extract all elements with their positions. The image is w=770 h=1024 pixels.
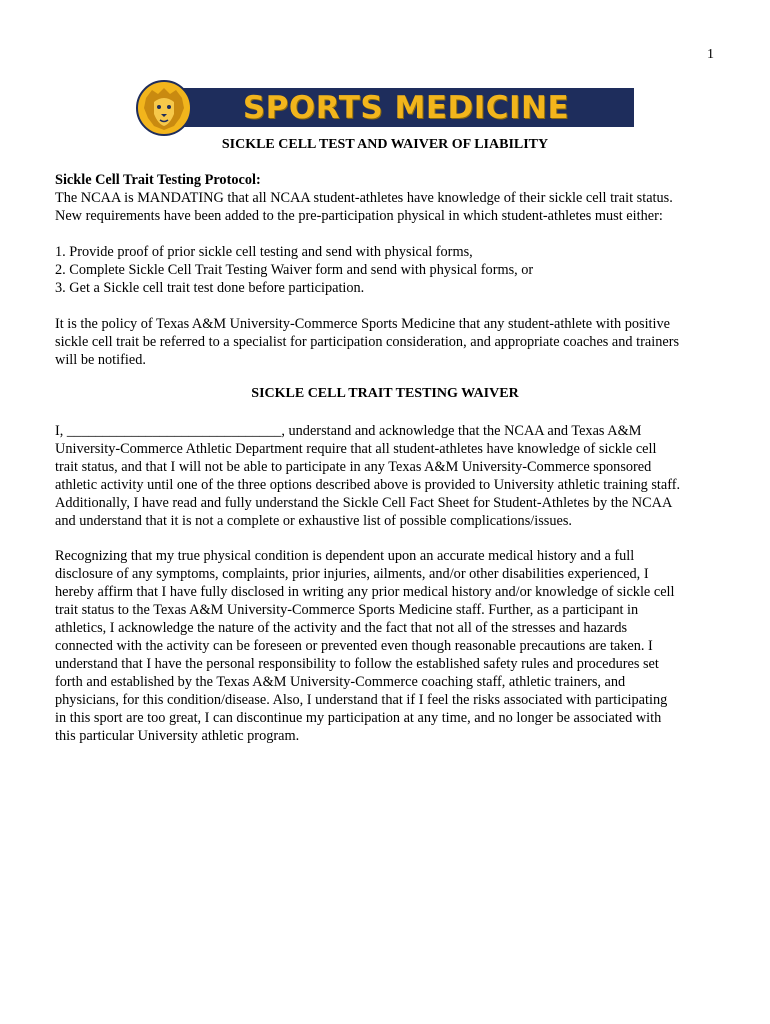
recognizing-line: in this sport are too great, I can discontinue my participation at any time, and no longer be associated with: [55, 710, 662, 726]
recognizing-line: trait status to the Texas A&M University-Commerce Sports Medicine staff. Further, as a participant in: [55, 602, 639, 618]
recognizing-line: hereby affirm that I have fully disclosed in writing any prior medical history and/or knowledge of sickle cell: [55, 584, 675, 600]
recognizing-line: understand that I have the personal responsibility to follow the established safety rules and procedures set: [55, 656, 659, 672]
recognizing-paragraph: [55, 547, 720, 745]
waiver-line: trait status, and that I will not be able to participate in any Texas A&M University-Commerce sponsored: [55, 459, 652, 475]
document-title: SICKLE CELL TEST AND WAIVER OF LIABILITY: [221, 137, 549, 152]
recognizing-line: forth and established by the Texas A&M University-Commerce coaching staff, athletic trainers, and: [55, 674, 626, 690]
recognizing-line: this particular University athletic program.: [55, 728, 300, 744]
recognizing-line: athletics, I acknowledge the nature of the activity and the fact that not all of the stresses and hazards: [55, 620, 628, 636]
waiver-line: I, ______________________________, understand and acknowledge that the NCAA and Texas A&M: [55, 423, 642, 439]
waiver-line: University-Commerce Athletic Department require that all student-athletes have knowledge of sickle cell: [55, 441, 657, 457]
sports-medicine-logo: [136, 80, 634, 136]
protocol-section: [55, 171, 720, 225]
policy-line: will be notified.: [55, 352, 146, 368]
recognizing-line: Recognizing that my true physical condition is dependent upon an accurate medical history and a full: [55, 548, 635, 564]
protocol-heading: Sickle Cell Trait Testing Protocol:: [55, 172, 261, 188]
waiver-title: SICKLE CELL TRAIT TESTING WAIVER: [251, 386, 519, 401]
logo-banner: [178, 88, 634, 127]
waiver-line: athletic activity until one of the three options described above is provided to University athletic training staff.: [55, 477, 681, 493]
option-item: 1. Provide proof of prior sickle cell testing and send with physical forms,: [55, 244, 473, 260]
waiver-line: Additionally, I have read and fully understand the Sickle Cell Fact Sheet for Student-Athletes by the NCAA: [55, 495, 673, 511]
waiver-paragraph: [55, 422, 720, 530]
recognizing-line: connected with the activity can be foreseen or prevented even though reasonable precautions are taken. I: [55, 638, 653, 654]
options-list: [55, 243, 720, 297]
policy-paragraph: [55, 315, 720, 369]
lion-head-icon: [136, 80, 192, 136]
option-item: 3. Get a Sickle cell trait test done before participation.: [55, 280, 365, 296]
protocol-line: The NCAA is MANDATING that all NCAA student-athletes have knowledge of their sickle cell trait status.: [55, 190, 673, 206]
option-item: 2. Complete Sickle Cell Trait Testing Waiver form and send with physical forms, or: [55, 262, 534, 278]
policy-line: It is the policy of Texas A&M University-Commerce Sports Medicine that any student-athlete with positive: [55, 316, 670, 332]
policy-line: sickle cell trait be referred to a specialist for participation consideration, and appropriate coaches and trainers: [55, 334, 680, 350]
protocol-line: New requirements have been added to the pre-participation physical in which student-athletes must either:: [55, 208, 663, 224]
page-number: 1: [707, 47, 714, 62]
recognizing-line: disclosure of any symptoms, complaints, prior injuries, ailments, and/or other disabilities experienced, I: [55, 566, 649, 582]
waiver-line: and understand that it is not a complete or exhaustive list of possible complications/issues.: [55, 513, 572, 529]
logo-text: SPORTS MEDICINE: [242, 89, 570, 126]
recognizing-line: physicians, for this condition/disease. Also, I understand that if I feel the risks associated with participating: [55, 692, 668, 708]
